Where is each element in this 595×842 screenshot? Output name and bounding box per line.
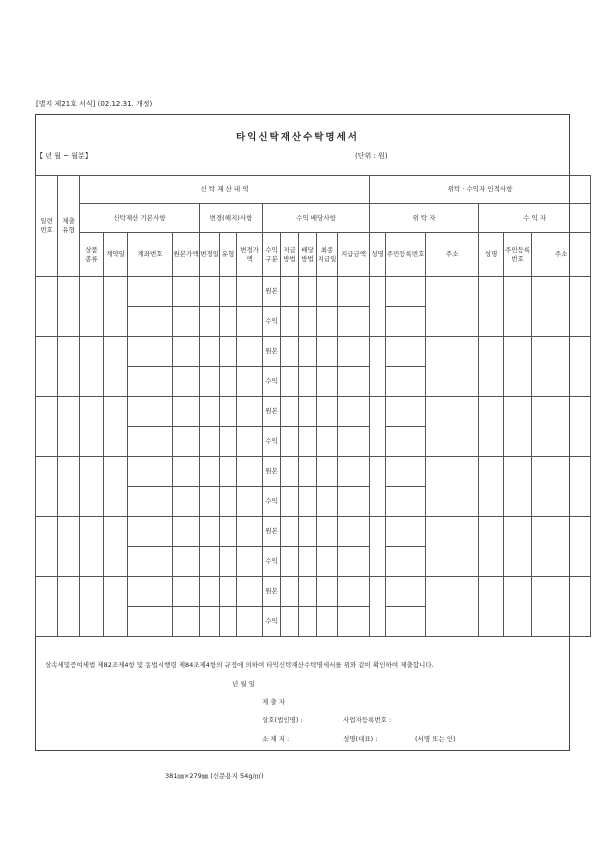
trust-detail-table bbox=[35, 175, 591, 637]
form-cell[interactable] bbox=[281, 517, 299, 547]
form-cell[interactable] bbox=[532, 337, 591, 397]
form-cell[interactable] bbox=[200, 397, 220, 427]
header-truster-info: 위탁 · 수익자 인적사항 bbox=[370, 176, 591, 204]
form-cell[interactable] bbox=[370, 277, 386, 337]
form-cell[interactable] bbox=[532, 277, 591, 337]
paper-spec: 381㎜×279㎜ (신문용지 54g/㎡) bbox=[165, 772, 264, 780]
form-cell[interactable] bbox=[80, 517, 104, 577]
form-cell[interactable] bbox=[104, 397, 128, 457]
header-trust-details: 신 탁 재 산 내 역 bbox=[80, 176, 370, 204]
form-cell[interactable] bbox=[504, 277, 532, 337]
profit-label: 수익 bbox=[263, 607, 281, 637]
address-label: 소 재 지 : bbox=[262, 735, 290, 743]
company-label: 상호(법인명) : bbox=[262, 716, 303, 724]
form-cell[interactable] bbox=[338, 487, 370, 517]
form-cell[interactable] bbox=[104, 517, 128, 577]
form-cell[interactable] bbox=[200, 367, 220, 397]
form-cell[interactable] bbox=[317, 277, 338, 307]
form-cell[interactable] bbox=[479, 577, 504, 637]
form-cell[interactable] bbox=[220, 337, 237, 367]
column-header: 유형 bbox=[220, 233, 237, 277]
form-cell[interactable] bbox=[299, 307, 317, 337]
table-row bbox=[36, 517, 591, 547]
form-cell[interactable] bbox=[386, 307, 426, 337]
principal-label: 원본 bbox=[263, 337, 281, 367]
form-cell[interactable] bbox=[338, 577, 370, 607]
form-cell[interactable] bbox=[80, 397, 104, 457]
header-beneficiary: 수 익 자 bbox=[479, 204, 591, 233]
form-cell[interactable] bbox=[128, 487, 173, 517]
form-cell[interactable] bbox=[58, 577, 80, 637]
form-cell[interactable] bbox=[532, 397, 591, 457]
column-header: 배당 방법 bbox=[299, 233, 317, 277]
form-cell[interactable] bbox=[237, 487, 263, 517]
column-header: 성명 bbox=[479, 233, 504, 277]
table-row bbox=[36, 457, 591, 487]
form-cell[interactable] bbox=[220, 607, 237, 637]
form-cell[interactable] bbox=[338, 607, 370, 637]
form-cell[interactable] bbox=[532, 577, 591, 637]
form-cell[interactable] bbox=[370, 397, 386, 457]
form-cell[interactable] bbox=[237, 307, 263, 337]
principal-label: 원본 bbox=[263, 577, 281, 607]
form-cell[interactable] bbox=[317, 577, 338, 607]
form-cell[interactable] bbox=[36, 277, 58, 337]
form-cell[interactable] bbox=[338, 457, 370, 487]
form-cell[interactable] bbox=[237, 607, 263, 637]
profit-label: 수익 bbox=[263, 367, 281, 397]
form-cell[interactable] bbox=[200, 307, 220, 337]
form-cell[interactable] bbox=[220, 487, 237, 517]
form-cell[interactable] bbox=[281, 457, 299, 487]
form-cell[interactable] bbox=[338, 307, 370, 337]
page-title: 타익신탁재산수탁명세서 bbox=[236, 132, 359, 143]
form-cell[interactable] bbox=[386, 517, 426, 547]
form-cell[interactable] bbox=[104, 457, 128, 517]
form-cell[interactable] bbox=[386, 367, 426, 397]
form-cell[interactable] bbox=[426, 457, 479, 517]
form-cell[interactable] bbox=[80, 577, 104, 637]
form-cell[interactable] bbox=[426, 397, 479, 457]
form-cell[interactable] bbox=[479, 517, 504, 577]
form-cell[interactable] bbox=[281, 397, 299, 427]
form-cell[interactable] bbox=[200, 547, 220, 577]
form-cell[interactable] bbox=[58, 457, 80, 517]
form-cell[interactable] bbox=[370, 577, 386, 637]
form-cell[interactable] bbox=[58, 337, 80, 397]
form-cell[interactable] bbox=[281, 577, 299, 607]
form-cell[interactable] bbox=[317, 547, 338, 577]
form-cell[interactable] bbox=[220, 307, 237, 337]
form-cell[interactable] bbox=[128, 427, 173, 457]
form-cell[interactable] bbox=[200, 487, 220, 517]
form-cell[interactable] bbox=[317, 307, 338, 337]
form-cell[interactable] bbox=[237, 337, 263, 367]
form-cell[interactable] bbox=[370, 517, 386, 577]
form-cell[interactable] bbox=[426, 277, 479, 337]
form-cell[interactable] bbox=[173, 487, 200, 517]
form-cell[interactable] bbox=[479, 457, 504, 517]
form-cell[interactable] bbox=[386, 607, 426, 637]
column-header: 변경일 bbox=[200, 233, 220, 277]
form-cell[interactable] bbox=[479, 397, 504, 457]
form-cell[interactable] bbox=[299, 397, 317, 427]
form-cell[interactable] bbox=[317, 607, 338, 637]
form-cell[interactable] bbox=[317, 457, 338, 487]
form-cell[interactable] bbox=[128, 517, 173, 547]
form-cell[interactable] bbox=[200, 607, 220, 637]
form-cell[interactable] bbox=[338, 547, 370, 577]
form-cell[interactable] bbox=[36, 397, 58, 457]
form-cell[interactable] bbox=[173, 607, 200, 637]
form-cell[interactable] bbox=[104, 337, 128, 397]
name-rep-label: 성명(대표) : bbox=[343, 735, 378, 743]
form-cell[interactable] bbox=[173, 517, 200, 547]
form-cell[interactable] bbox=[128, 607, 173, 637]
form-cell[interactable] bbox=[173, 277, 200, 307]
submitter-label: 제 출 자 bbox=[262, 698, 285, 706]
form-cell[interactable] bbox=[386, 397, 426, 427]
form-cell[interactable] bbox=[36, 457, 58, 517]
form-cell[interactable] bbox=[386, 577, 426, 607]
form-cell[interactable] bbox=[220, 577, 237, 607]
form-cell[interactable] bbox=[386, 457, 426, 487]
form-cell[interactable] bbox=[173, 457, 200, 487]
column-header: 주소 bbox=[426, 233, 479, 277]
form-cell[interactable] bbox=[58, 277, 80, 337]
date-line: 년 월 일 bbox=[232, 680, 255, 688]
header-truster: 위 탁 자 bbox=[370, 204, 479, 233]
form-cell[interactable] bbox=[173, 367, 200, 397]
unit-label: (단위 : 원) bbox=[355, 152, 388, 160]
column-header: 지급금액 bbox=[338, 233, 370, 277]
table-row bbox=[36, 397, 591, 427]
form-cell[interactable] bbox=[338, 427, 370, 457]
form-cell[interactable] bbox=[299, 547, 317, 577]
form-cell[interactable] bbox=[36, 517, 58, 577]
form-cell[interactable] bbox=[370, 457, 386, 517]
form-cell[interactable] bbox=[386, 427, 426, 457]
form-cell[interactable] bbox=[504, 457, 532, 517]
form-cell[interactable] bbox=[299, 427, 317, 457]
profit-label: 수익 bbox=[263, 487, 281, 517]
column-header: 수익 구분 bbox=[263, 233, 281, 277]
header-change: 변경(해지)사항 bbox=[200, 204, 263, 233]
form-cell[interactable] bbox=[532, 457, 591, 517]
header-serial: 일련 번호 bbox=[36, 176, 58, 277]
form-cell[interactable] bbox=[237, 517, 263, 547]
declaration-text: 상속세및증여세법 제82조제4항 및 동법시행령 제84조제4항의 규정에 의하여 타익신탁재산수탁명세서를 위와 같이 확인하여 제출합니다. bbox=[45, 661, 434, 669]
form-cell[interactable] bbox=[317, 487, 338, 517]
form-cell[interactable] bbox=[200, 277, 220, 307]
form-cell[interactable] bbox=[80, 277, 104, 337]
form-cell[interactable] bbox=[237, 547, 263, 577]
form-cell[interactable] bbox=[220, 427, 237, 457]
form-cell[interactable] bbox=[237, 457, 263, 487]
header-submit-type: 제출 유형 bbox=[58, 176, 80, 277]
form-cell[interactable] bbox=[386, 547, 426, 577]
table-row bbox=[36, 577, 591, 607]
form-number: [별지 제21호 서식] (02.12.31. 개정) bbox=[36, 100, 153, 108]
column-header: 계좌번호 bbox=[128, 233, 173, 277]
form-cell[interactable] bbox=[173, 577, 200, 607]
form-cell[interactable] bbox=[173, 427, 200, 457]
column-header: 지급 방법 bbox=[281, 233, 299, 277]
column-header: 주소 bbox=[532, 233, 591, 277]
form-cell[interactable] bbox=[220, 517, 237, 547]
form-cell[interactable] bbox=[532, 517, 591, 577]
form-cell[interactable] bbox=[237, 277, 263, 307]
form-cell[interactable] bbox=[237, 367, 263, 397]
table-row bbox=[36, 337, 591, 367]
form-cell[interactable] bbox=[281, 427, 299, 457]
form-cell[interactable] bbox=[200, 457, 220, 487]
form-cell[interactable] bbox=[317, 397, 338, 427]
form-cell[interactable] bbox=[370, 337, 386, 397]
form-cell[interactable] bbox=[128, 547, 173, 577]
form-cell[interactable] bbox=[299, 517, 317, 547]
form-cell[interactable] bbox=[317, 427, 338, 457]
column-header: 주민등록번호 bbox=[386, 233, 426, 277]
form-cell[interactable] bbox=[220, 457, 237, 487]
form-cell[interactable] bbox=[504, 577, 532, 637]
form-cell[interactable] bbox=[504, 517, 532, 577]
column-header: 주민등록 번호 bbox=[504, 233, 532, 277]
form-cell[interactable] bbox=[479, 337, 504, 397]
profit-label: 수익 bbox=[263, 427, 281, 457]
form-cell[interactable] bbox=[299, 367, 317, 397]
form-cell[interactable] bbox=[220, 277, 237, 307]
column-header: 성명 bbox=[370, 233, 386, 277]
sign-label: (서명 또는 인) bbox=[415, 735, 456, 743]
form-cell[interactable] bbox=[504, 337, 532, 397]
biz-no-label: 사업자등록번호 : bbox=[343, 716, 392, 724]
form-cell[interactable] bbox=[299, 487, 317, 517]
form-cell[interactable] bbox=[58, 397, 80, 457]
form-cell[interactable] bbox=[386, 487, 426, 517]
form-cell[interactable] bbox=[237, 427, 263, 457]
form-cell[interactable] bbox=[220, 367, 237, 397]
form-cell[interactable] bbox=[386, 337, 426, 367]
form-cell[interactable] bbox=[426, 577, 479, 637]
form-cell[interactable] bbox=[80, 337, 104, 397]
column-header: 원본가액 bbox=[173, 233, 200, 277]
form-cell[interactable] bbox=[317, 517, 338, 547]
form-cell[interactable] bbox=[338, 367, 370, 397]
form-cell[interactable] bbox=[200, 427, 220, 457]
principal-label: 원본 bbox=[263, 397, 281, 427]
form-cell[interactable] bbox=[281, 547, 299, 577]
form-cell[interactable] bbox=[386, 277, 426, 307]
form-cell[interactable] bbox=[281, 367, 299, 397]
profit-label: 수익 bbox=[263, 307, 281, 337]
form-cell[interactable] bbox=[281, 277, 299, 307]
form-cell[interactable] bbox=[128, 277, 173, 307]
form-cell[interactable] bbox=[128, 367, 173, 397]
principal-label: 원본 bbox=[263, 457, 281, 487]
form-cell[interactable] bbox=[299, 577, 317, 607]
form-cell[interactable] bbox=[200, 517, 220, 547]
form-cell[interactable] bbox=[338, 337, 370, 367]
table-row bbox=[36, 277, 591, 307]
form-cell[interactable] bbox=[479, 277, 504, 337]
form-cell[interactable] bbox=[237, 397, 263, 427]
form-cell[interactable] bbox=[338, 517, 370, 547]
form-cell[interactable] bbox=[128, 397, 173, 427]
form-cell[interactable] bbox=[104, 277, 128, 337]
form-cell[interactable] bbox=[36, 577, 58, 637]
principal-label: 원본 bbox=[263, 517, 281, 547]
form-cell[interactable] bbox=[128, 337, 173, 367]
form-cell[interactable] bbox=[426, 517, 479, 577]
header-basic: 신탁재산 기본사항 bbox=[80, 204, 200, 233]
form-cell[interactable] bbox=[173, 307, 200, 337]
form-cell[interactable] bbox=[317, 337, 338, 367]
form-cell[interactable] bbox=[281, 337, 299, 367]
form-cell[interactable] bbox=[128, 307, 173, 337]
form-cell[interactable] bbox=[173, 337, 200, 367]
form-cell[interactable] bbox=[200, 337, 220, 367]
form-cell[interactable] bbox=[220, 547, 237, 577]
form-cell[interactable] bbox=[128, 577, 173, 607]
period-label: 【 년 월 ~ 월분】 bbox=[36, 152, 92, 160]
column-header: 최종 지급일 bbox=[317, 233, 338, 277]
form-cell[interactable] bbox=[299, 337, 317, 367]
form-cell[interactable] bbox=[426, 337, 479, 397]
form-cell[interactable] bbox=[36, 337, 58, 397]
form-cell[interactable] bbox=[220, 397, 237, 427]
column-header: 계약일 bbox=[104, 233, 128, 277]
form-cell[interactable] bbox=[173, 397, 200, 427]
form-cell[interactable] bbox=[80, 457, 104, 517]
form-cell[interactable] bbox=[58, 517, 80, 577]
profit-label: 수익 bbox=[263, 547, 281, 577]
header-profit: 수익 배당사항 bbox=[263, 204, 370, 233]
form-cell[interactable] bbox=[299, 457, 317, 487]
column-header: 상품 종류 bbox=[80, 233, 104, 277]
form-cell[interactable] bbox=[281, 487, 299, 517]
form-cell[interactable] bbox=[104, 577, 128, 637]
form-cell[interactable] bbox=[128, 457, 173, 487]
form-cell[interactable] bbox=[299, 607, 317, 637]
form-cell[interactable] bbox=[281, 307, 299, 337]
form-cell[interactable] bbox=[173, 547, 200, 577]
form-cell[interactable] bbox=[338, 397, 370, 427]
principal-label: 원본 bbox=[263, 277, 281, 307]
form-cell[interactable] bbox=[237, 577, 263, 607]
form-cell[interactable] bbox=[299, 277, 317, 307]
column-header: 변경가액 bbox=[237, 233, 263, 277]
form-cell[interactable] bbox=[317, 367, 338, 397]
form-cell[interactable] bbox=[504, 397, 532, 457]
form-cell[interactable] bbox=[281, 607, 299, 637]
form-cell[interactable] bbox=[338, 277, 370, 307]
form-cell[interactable] bbox=[200, 577, 220, 607]
